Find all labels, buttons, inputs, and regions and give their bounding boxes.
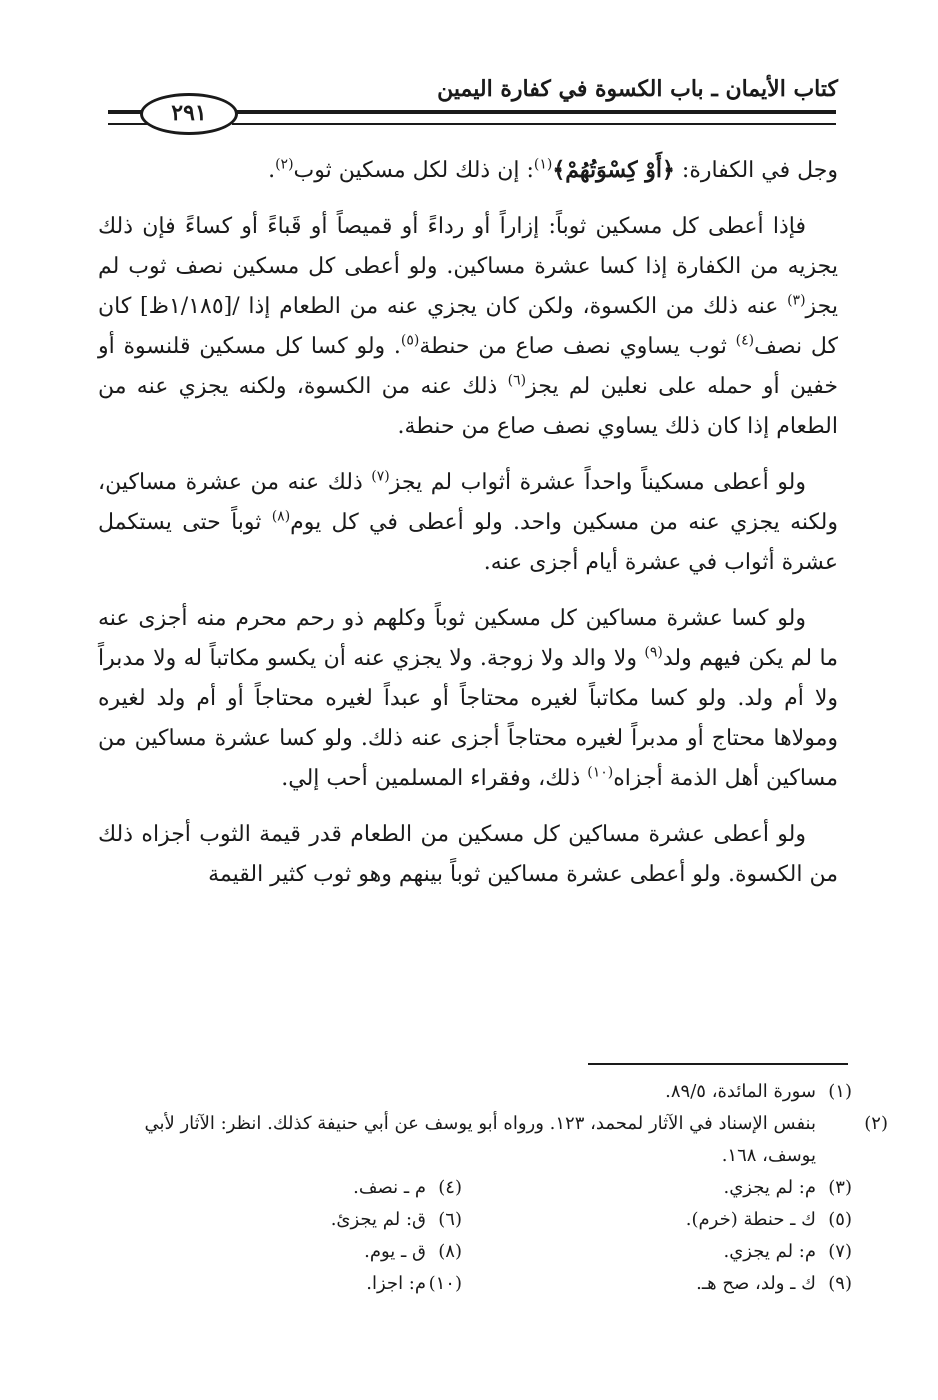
footnote-reference: (٩) (644, 644, 663, 661)
footnote-9 (462, 1268, 852, 1300)
footnote-reference: (٢) (275, 156, 294, 173)
text-run: ذلك، وفقراء المسلمين أحب إلي. (281, 766, 588, 791)
footnote-1 (92, 1076, 852, 1108)
footnote-text: ق: لم يجزئ. (330, 1209, 426, 1230)
footnote-number: (٦) (438, 1209, 462, 1230)
footnote-number: (٤) (438, 1177, 462, 1198)
header-rule-thin-left (108, 123, 148, 125)
footnote-text: بنفس الإسناد في الآثار لمحمد، ١٢٣. ورواه أبو يوسف عن أبي حنيفة كذلك. انظر: الآثار لأبي يوسف، ١٦٨. (144, 1113, 816, 1166)
footnote-10 (92, 1268, 462, 1300)
body-text (98, 150, 838, 911)
footnotes (92, 1076, 888, 1300)
footnote-number: (٣) (828, 1177, 852, 1198)
footnote-text: ك ـ ولد، صح هـ. (696, 1273, 816, 1294)
text-run: : إن ذلك لكل مسكين ثوب (293, 158, 534, 183)
paragraph (98, 207, 838, 447)
text-run: وجل في الكفارة: (674, 158, 838, 183)
running-head: كتاب الأيمان ـ باب الكسوة في كفارة اليمين (437, 76, 838, 102)
footnote-reference: (٨) (271, 508, 291, 525)
footnote-number: (٩) (828, 1273, 852, 1294)
paragraph (98, 599, 838, 799)
paragraph (98, 150, 838, 191)
footnote-number: (١٠) (428, 1273, 462, 1294)
footnote-number: (٥) (828, 1209, 852, 1230)
text-run: . ولو كسا كل مسكين قلنسوة أو خفين أو حمله على نعلين لم يجز (98, 334, 838, 399)
footnote-reference: (٧) (371, 468, 390, 485)
footnote-number: (١) (828, 1081, 852, 1102)
footnote-reference: (١٠) (587, 764, 614, 781)
footnote-text: م: لم يجزي. (723, 1241, 816, 1262)
footnote-8 (92, 1236, 462, 1268)
footnote-text: ق ـ يوم. (364, 1241, 426, 1262)
footnote-number: (٧) (828, 1241, 852, 1262)
footnote-7 (462, 1236, 852, 1268)
text-run: ولو أعطى عشرة مساكين كل مسكين من الطعام قدر قيمة الثوب أجزاه ذلك من الكسوة. ولو أعطى عشرة مساكين ثوباً بينهم وهو ثوب كثير القيمة (98, 822, 838, 887)
footnote-reference: (٦) (507, 372, 527, 389)
text-run: ولا والد ولا زوجة. ولا يجزي عنه أن يكسو مكاتباً له ولا مدبراً ولا أم ولد. ولو كسا مكاتباً لغيره محتاجاً أو عبداً لغيره محتاجاً أو أم ولد لغيره ومولاها محتاج أو مدبراً لغيره محتاجاً أجزى عنه ذلك. ولو كسا عشرة مساكين من مساكين أهل الذمة أجزاه (98, 646, 838, 791)
text-run: ثوب يساوي نصف صاع من حنطة (419, 334, 736, 359)
footnote-grid (92, 1172, 852, 1300)
footnote-text: م: لم يجزي. (723, 1177, 816, 1198)
paragraph (98, 815, 838, 895)
footnote-reference: (٣) (787, 292, 806, 309)
footnote-number: (٨) (438, 1241, 462, 1262)
footnote-5 (462, 1204, 852, 1236)
header-rule-thin-right (232, 123, 836, 125)
text-run: ثوباً حتى يستكمل عشرة أثواب في عشرة أيام أجزى عنه. (98, 510, 838, 575)
text-run: عنه ذلك من الكسوة، ولكن كان يجزي عنه من الطعام إذا /[١/١٨٥ظ] كان كل نصف (98, 294, 838, 359)
footnote-reference: (٥) (400, 332, 420, 349)
text-run: فإذا أعطى كل مسكين ثوباً: إزاراً أو رداءً أو قميصاً أو قَباءً أو كساءً فإن ذلك يجزيه من الكفارة إذا كسا عشرة مساكين. ولو أعطى كل مسكين نصف ثوب لم يجز (98, 214, 839, 319)
text-run: ولو أعطى مسكيناً واحداً عشرة أثواب لم يجز (389, 470, 807, 495)
page-number: ٢٩١ (140, 93, 238, 135)
footnote-number: (٢) (864, 1113, 888, 1134)
footnote-text: سورة المائدة، ٨٩/٥. (665, 1081, 816, 1102)
text-run: ذلك عنه من عشرة مساكين، ولكنه يجزي عنه من مسكين واحد. ولو أعطى في كل يوم (98, 470, 838, 535)
paragraph (98, 463, 838, 583)
footnote-text: م: اجزا. (366, 1273, 426, 1294)
footnote-2 (92, 1108, 888, 1172)
text-run: ذلك عنه من الكسوة، ولكنه يجزي عنه من الطعام إذا كان ذلك يساوي نصف صاع من حنطة. (98, 374, 838, 439)
footnote-reference: (١) (533, 156, 553, 173)
footnote-text: م ـ نصف. (353, 1177, 426, 1198)
footnote-text: ك ـ حنطة (خرم). (685, 1209, 816, 1230)
footnote-reference: (٤) (735, 332, 755, 349)
footnote-3 (462, 1172, 852, 1204)
footnote-separator (588, 1063, 848, 1065)
footnote-6 (92, 1204, 462, 1236)
text-run: . (268, 158, 276, 183)
text-run: ولو كسا عشرة مساكين كل مسكين ثوباً وكلهم ذو رحم محرم منه أجزى عنه ما لم يكن فيهم ولد (98, 606, 838, 671)
quran-quotation: ﴿أَوْ كِسْوَتُهُمْ﴾ (552, 157, 675, 183)
footnote-4 (92, 1172, 462, 1204)
